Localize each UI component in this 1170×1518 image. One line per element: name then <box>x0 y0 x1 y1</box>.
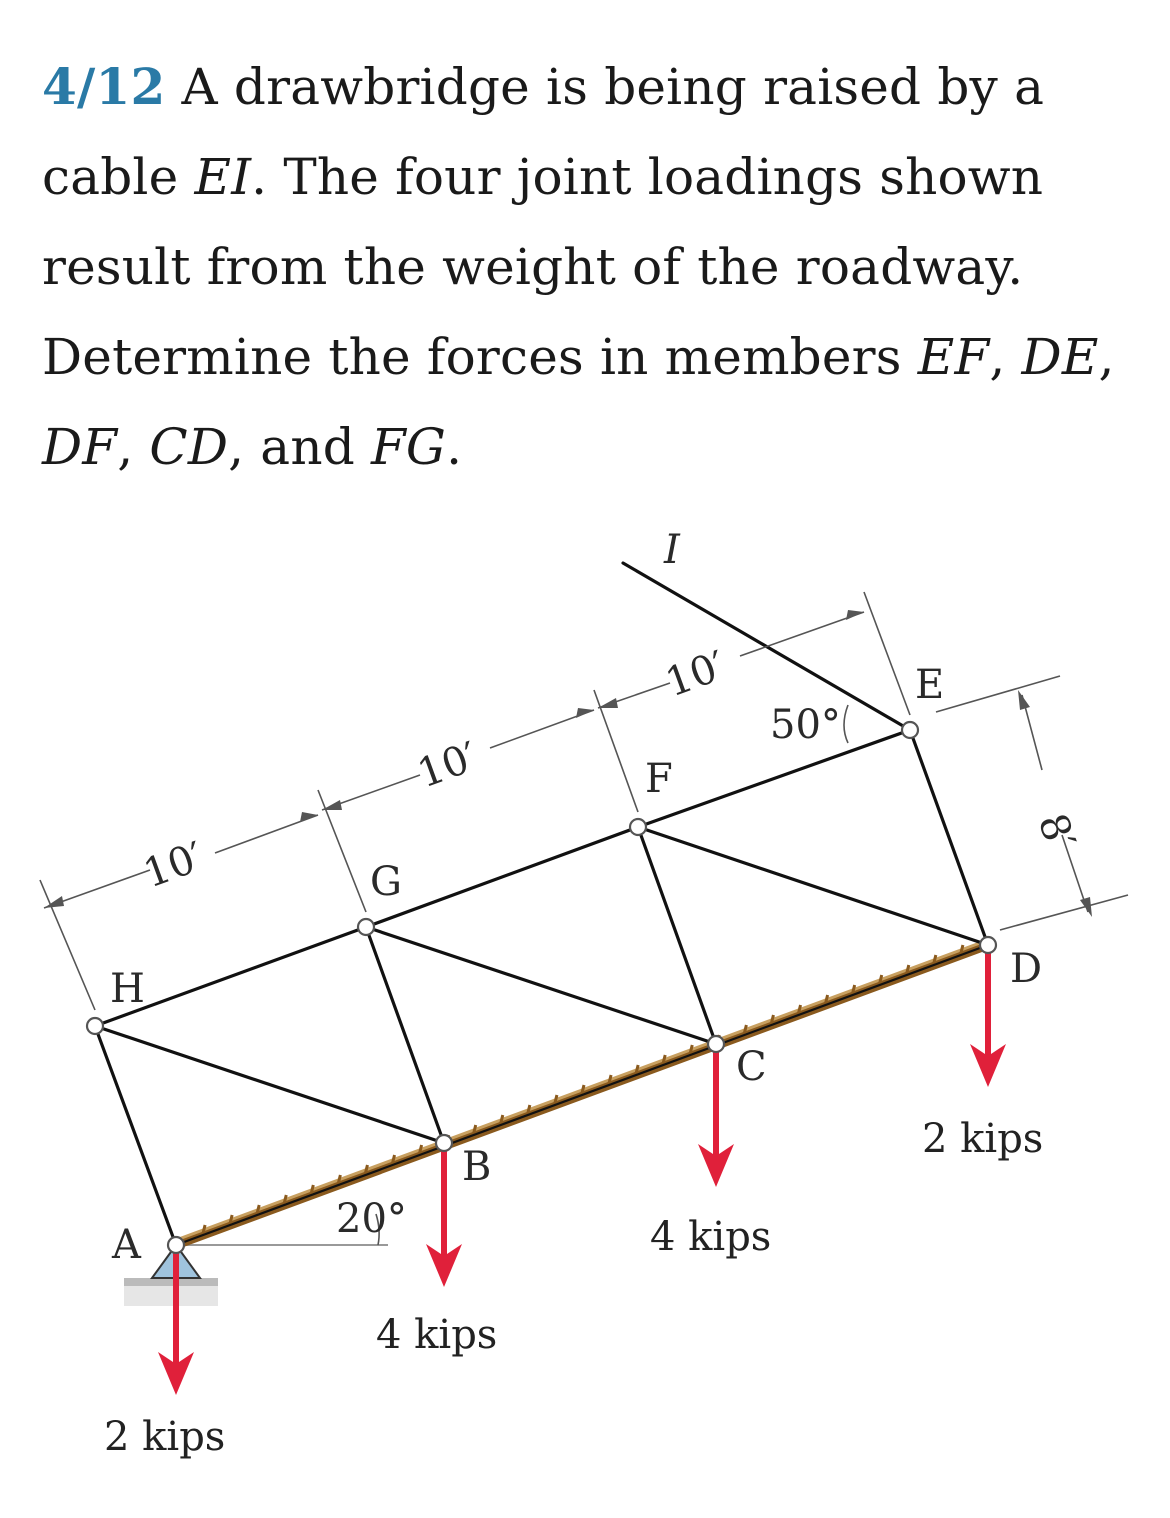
roadway-tick <box>690 1045 692 1053</box>
ground-strip <box>124 1278 218 1286</box>
roadway-tick <box>501 1115 503 1123</box>
text-segment: , and <box>228 418 372 476</box>
member-name: DF <box>42 418 118 476</box>
text-segment: , <box>989 328 1022 386</box>
roadway-tick <box>934 955 936 963</box>
roadway-tick <box>203 1225 205 1233</box>
problem-number: 4/12 <box>42 57 166 116</box>
member-name: DE <box>1021 328 1099 386</box>
dim-label-panel-2: 10′ <box>411 733 484 798</box>
roadway-tick <box>311 1185 313 1193</box>
load-label-C: 4 kips <box>650 1214 772 1260</box>
member-HA <box>95 1026 176 1245</box>
angle-label-cable: 50° <box>770 702 841 748</box>
text-segment: . The four joint loadings shown result from the weight of the roadway. Determine the forces in members <box>42 148 1044 386</box>
roadway-tick <box>744 1025 746 1033</box>
roadway-tick <box>880 975 882 983</box>
roadway-tick <box>257 1205 259 1213</box>
load-label-D: 2 kips <box>922 1116 1044 1162</box>
load-label-A: 2 kips <box>104 1414 226 1460</box>
dim-label-panel-3: 10′ <box>659 642 732 707</box>
label-B: B <box>462 1144 492 1190</box>
roadway-tick <box>338 1175 340 1183</box>
label-C: C <box>736 1044 767 1090</box>
member-GF <box>366 827 638 927</box>
roadway-tick <box>853 985 855 993</box>
roadway-tick <box>393 1155 395 1163</box>
roadway-tick <box>230 1215 232 1223</box>
member-GB <box>366 927 444 1143</box>
label-I: I <box>664 527 680 573</box>
joint-E <box>902 722 918 738</box>
load-label-B: 4 kips <box>376 1312 498 1358</box>
member-name: CD <box>149 418 229 476</box>
roadway-tick <box>420 1145 422 1153</box>
text-segment: , <box>117 418 150 476</box>
label-D: D <box>1010 946 1043 992</box>
member-HB <box>95 1026 444 1143</box>
member-GC <box>366 927 716 1044</box>
load-arrows <box>158 950 1006 1395</box>
roadway-tick <box>826 995 828 1003</box>
roadway-tick <box>555 1095 557 1103</box>
roadway-tick <box>799 1005 801 1013</box>
roadway-tick <box>284 1195 286 1203</box>
roadway-tick <box>582 1085 584 1093</box>
roadway-tick <box>365 1165 367 1173</box>
roadway-tick <box>636 1065 638 1073</box>
roadway-tick <box>663 1055 665 1063</box>
joint-C <box>708 1036 724 1052</box>
roadway-tick <box>771 1015 773 1023</box>
text-segment: A drawbridge is being raised by a cable <box>42 58 1045 206</box>
roadway-tick <box>528 1105 530 1113</box>
member-name: FG <box>371 418 447 476</box>
member-name: EF <box>917 328 990 386</box>
joint-G <box>358 919 374 935</box>
dim-label-panel-1: 10′ <box>137 833 210 898</box>
member-FC <box>638 827 716 1044</box>
text-segment: . <box>446 418 463 476</box>
member-FD <box>638 827 988 945</box>
text-segment: , <box>1098 328 1115 386</box>
label-F: F <box>645 756 673 802</box>
roadway-tick <box>961 945 963 953</box>
joint-F <box>630 819 646 835</box>
label-H: H <box>110 966 145 1012</box>
ground-hatch <box>124 1286 218 1306</box>
roadway-tick <box>907 965 909 973</box>
label-G: G <box>370 859 402 905</box>
joint-D <box>980 937 996 953</box>
label-A: A <box>112 1222 141 1268</box>
label-E: E <box>915 662 945 708</box>
roadway-tick <box>474 1125 476 1133</box>
joint-A <box>168 1237 184 1253</box>
joint-B <box>436 1135 452 1151</box>
roadway-tick <box>609 1075 611 1083</box>
angle-label-roadway: 20° <box>336 1196 407 1242</box>
member-name: EI <box>194 148 252 206</box>
joint-H <box>87 1018 103 1034</box>
dim-label-depth: 8′ <box>1028 807 1084 856</box>
member-ED <box>910 730 988 945</box>
